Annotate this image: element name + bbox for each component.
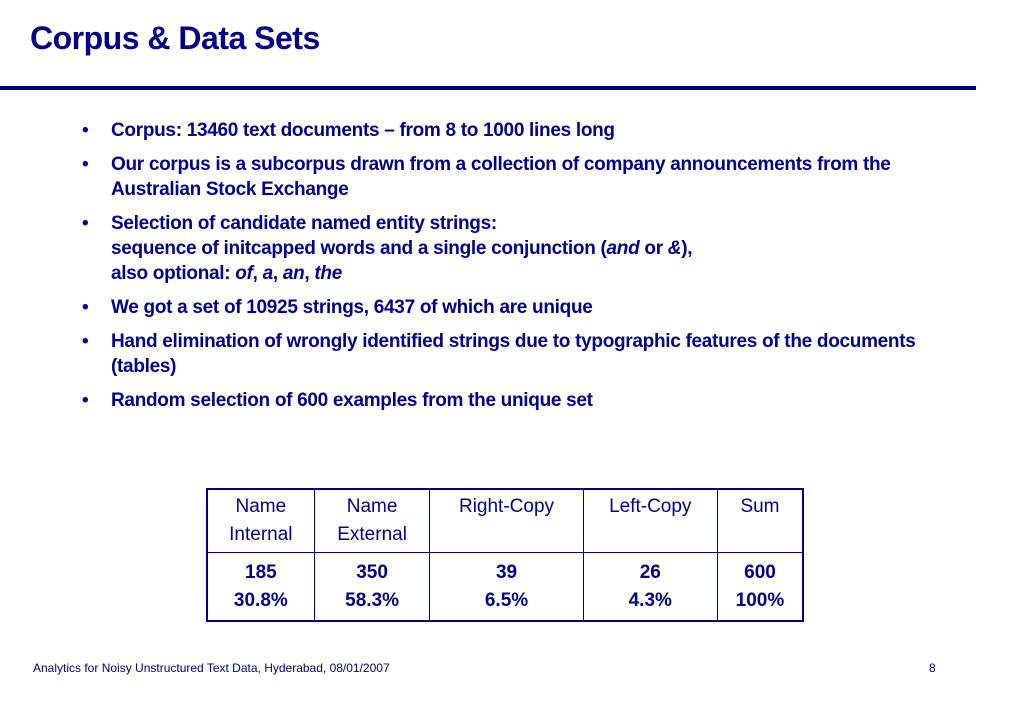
cell-percent: 100% <box>735 590 785 611</box>
header-line: External <box>337 524 407 545</box>
column-header-name-internal <box>207 489 314 553</box>
header-line: Name <box>235 496 287 517</box>
bullet-text-segment: ), <box>681 238 693 259</box>
cell-count: 185 <box>245 562 277 583</box>
page-number: 8 <box>929 661 936 675</box>
bullet-dot-icon: • <box>82 331 89 352</box>
bullet-text: We got a set of 10925 strings, 6437 of which are unique <box>111 297 593 318</box>
table-cell <box>207 553 314 622</box>
results-table <box>206 488 804 622</box>
separator: , <box>252 263 263 284</box>
header-line: Sum <box>740 496 780 517</box>
table-header-row <box>207 489 803 553</box>
bullet-item <box>82 211 962 286</box>
column-header-right-copy <box>430 489 583 553</box>
cell-percent: 30.8% <box>233 590 288 611</box>
separator: , <box>304 263 315 284</box>
bullet-item <box>82 152 962 202</box>
bullet-dot-icon: • <box>82 154 89 175</box>
table-cell <box>430 553 583 622</box>
table-row <box>207 553 803 622</box>
italic-ampersand: & <box>667 238 682 259</box>
bullet-item <box>82 118 962 143</box>
bullet-dot-icon: • <box>82 390 89 411</box>
bullet-text-segment: sequence of initcapped words and a single conjunction ( <box>111 238 607 259</box>
bullet-item <box>82 388 962 413</box>
bullet-text-line: Selection of candidate named entity strings: <box>111 213 497 234</box>
column-header-sum <box>717 489 803 553</box>
italic-of: of <box>235 263 253 284</box>
table-cell <box>717 553 803 622</box>
cell-count: 350 <box>356 562 388 583</box>
table-cell <box>314 553 430 622</box>
italic-an: an <box>282 263 305 284</box>
bullet-text: Hand elimination of wrongly identified strings due to typographic features of the documents (tables) <box>111 331 916 377</box>
header-line: Internal <box>229 524 293 545</box>
bullet-dot-icon: • <box>82 297 89 318</box>
bullet-text: Corpus: 13460 text documents – from 8 to 1000 lines long <box>111 120 615 141</box>
column-header-left-copy <box>583 489 717 553</box>
header-line: Left-Copy <box>609 496 692 517</box>
italic-a: a <box>262 263 273 284</box>
bullet-item <box>82 329 962 379</box>
cell-count: 26 <box>639 562 661 583</box>
table-cell <box>583 553 717 622</box>
column-header-name-external <box>314 489 430 553</box>
bullet-text: Random selection of 600 examples from the unique set <box>111 390 593 411</box>
italic-the: the <box>314 263 342 284</box>
cell-count: 39 <box>495 562 518 583</box>
cell-count: 600 <box>744 562 776 583</box>
footer-text: Analytics for Noisy Unstructured Text Data, Hyderabad, 08/01/2007 <box>33 661 390 675</box>
separator: , <box>272 263 283 284</box>
header-line: Name <box>346 496 398 517</box>
slide-title: Corpus & Data Sets <box>30 20 320 56</box>
bullet-text: Our corpus is a subcorpus drawn from a collection of company announcements from the Australian Stock Exchange <box>111 154 891 200</box>
bullet-text-segment: also optional: <box>111 263 236 284</box>
cell-percent: 6.5% <box>484 590 529 611</box>
bullet-text-segment: or <box>639 238 668 259</box>
title-divider <box>0 86 976 90</box>
cell-percent: 4.3% <box>628 590 672 611</box>
bullet-item <box>82 295 962 320</box>
cell-percent: 58.3% <box>345 590 400 611</box>
italic-and: and <box>606 238 640 259</box>
bullet-dot-icon: • <box>82 120 89 141</box>
bullet-dot-icon: • <box>82 213 89 234</box>
header-line: Right-Copy <box>458 496 555 517</box>
bullet-list <box>82 118 962 422</box>
